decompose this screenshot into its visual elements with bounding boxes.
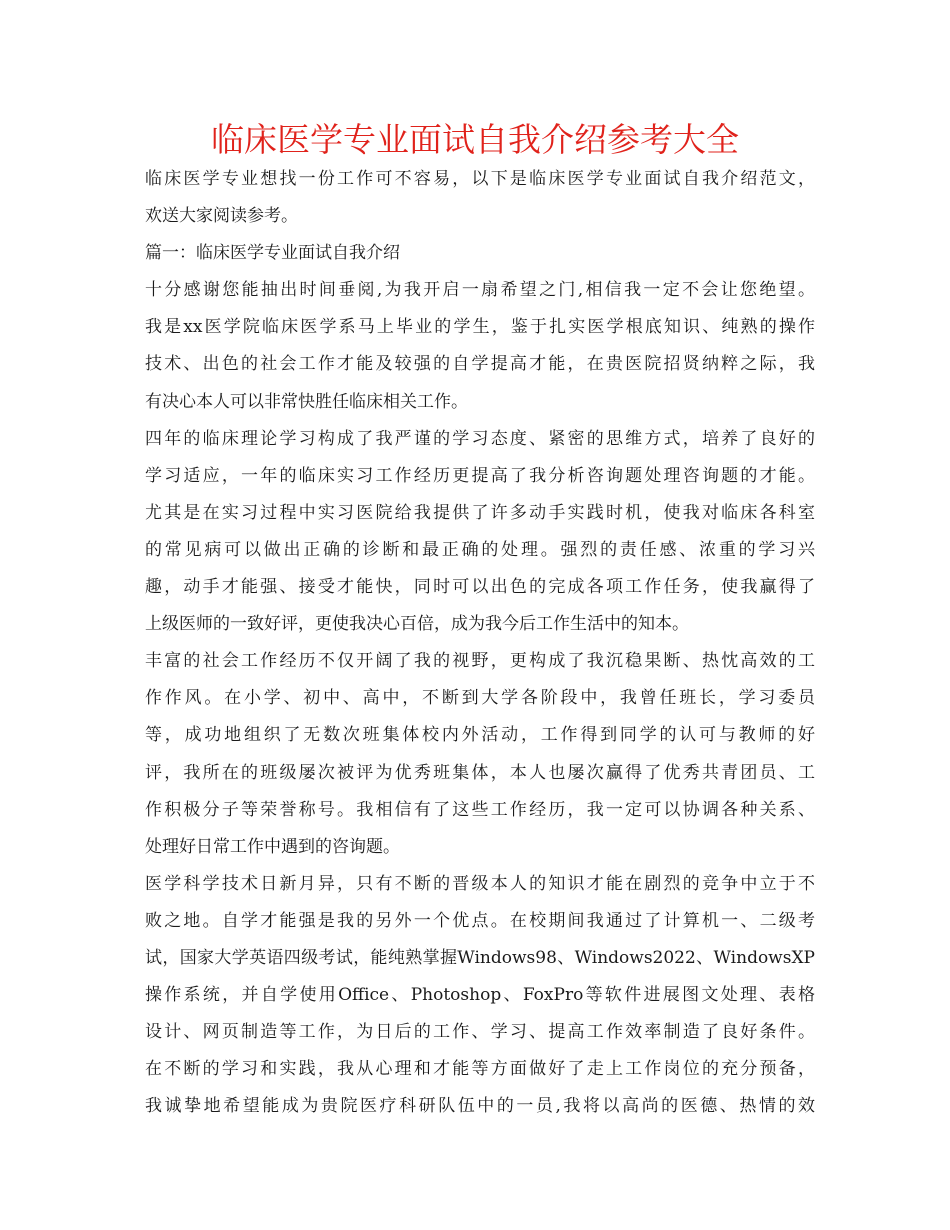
text-line: 丰富的社会工作经历不仅开阔了我的视野，更构成了我沉稳果断、热忱高效的工	[145, 651, 815, 672]
text-line: 有决心本人可以非常快胜任临床相关工作。	[145, 391, 468, 412]
text-line: 尤其是在实习过程中实习医院给我提供了许多动手实践时机，使我对临床各科室	[145, 502, 815, 523]
text-line: 临床医学专业想找一份工作可不容易，以下是临床医学专业面试自我介绍范文，	[145, 169, 815, 189]
text-line: 在不断的学习和实践，我从心理和才能等方面做好了走上工作岗位的充分预备，	[145, 1059, 815, 1080]
text-line: 作积极分子等荣誉称号。我相信有了这些工作经历，我一定可以协调各种关系、	[145, 799, 815, 820]
text-line: 等，成功地组织了无数次班集体校内外活动，工作得到同学的认可与教师的好	[145, 725, 815, 746]
text-line: 趣，动手才能强、接受才能快，同时可以出色的完成各项工作任务，使我赢得了	[145, 577, 815, 598]
text-line: 我是xx医学院临床医学系马上毕业的学生，鉴于扎实医学根底知识、纯熟的操作	[145, 317, 815, 338]
text-line: 四年的临床理论学习构成了我严谨的学习态度、紧密的思维方式，培养了良好的	[145, 428, 815, 449]
text-line: 我诚挚地希望能成为贵院医疗科研队伍中的一员,我将以高尚的医德、热情的效	[145, 1096, 815, 1117]
text-line: 处理好日常工作中遇到的咨询题。	[145, 836, 400, 857]
text-line: 篇一：临床医学专业面试自我介绍	[145, 243, 400, 264]
document-body	[145, 161, 815, 1125]
text-line: 十分感谢您能抽出时间垂阅,为我开启一扇希望之门,相信我一定不会让您绝望。	[145, 280, 815, 301]
text-line: 设计、网页制造等工作，为日后的工作、学习、提高工作效率制造了良好条件。	[145, 1022, 815, 1043]
text-line: 败之地。自学才能强是我的另外一个优点。在校期间我通过了计算机一、二级考	[145, 910, 815, 931]
text-line: 技术、出色的社会工作才能及较强的自学提高才能，在贵医院招贤纳粹之际，我	[145, 354, 815, 375]
text-line: 作作风。在小学、初中、高中，不断到大学各阶段中，我曾任班长，学习委员	[145, 688, 815, 709]
text-line: 评，我所在的班级屡次被评为优秀班集体，本人也屡次赢得了优秀共青团员、工	[145, 762, 815, 783]
text-line: 操作系统，并自学使用Office、Photoshop、FoxPro等软件进展图文处理、表格	[145, 985, 815, 1006]
text-line: 学习适应，一年的临床实习工作经历更提高了我分析咨询题处理咨询题的才能。	[145, 465, 815, 486]
text-line: 上级医师的一致好评，更使我决心百倍，成为我今后工作生活中的知本。	[145, 614, 689, 635]
text-line: 欢送大家阅读参考。	[145, 206, 298, 227]
document-title: 临床医学专业面试自我介绍参考大全	[211, 120, 739, 159]
text-line: 试，国家大学英语四级考试，能纯熟掌握Windows98、Windows2022、WindowsXP	[145, 947, 815, 968]
text-line: 的常见病可以做出正确的诊断和最正确的处理。强烈的责任感、浓重的学习兴	[145, 539, 815, 560]
text-line: 医学科学技术日新月异，只有不断的晋级本人的知识才能在剧烈的竞争中立于不	[145, 873, 815, 894]
